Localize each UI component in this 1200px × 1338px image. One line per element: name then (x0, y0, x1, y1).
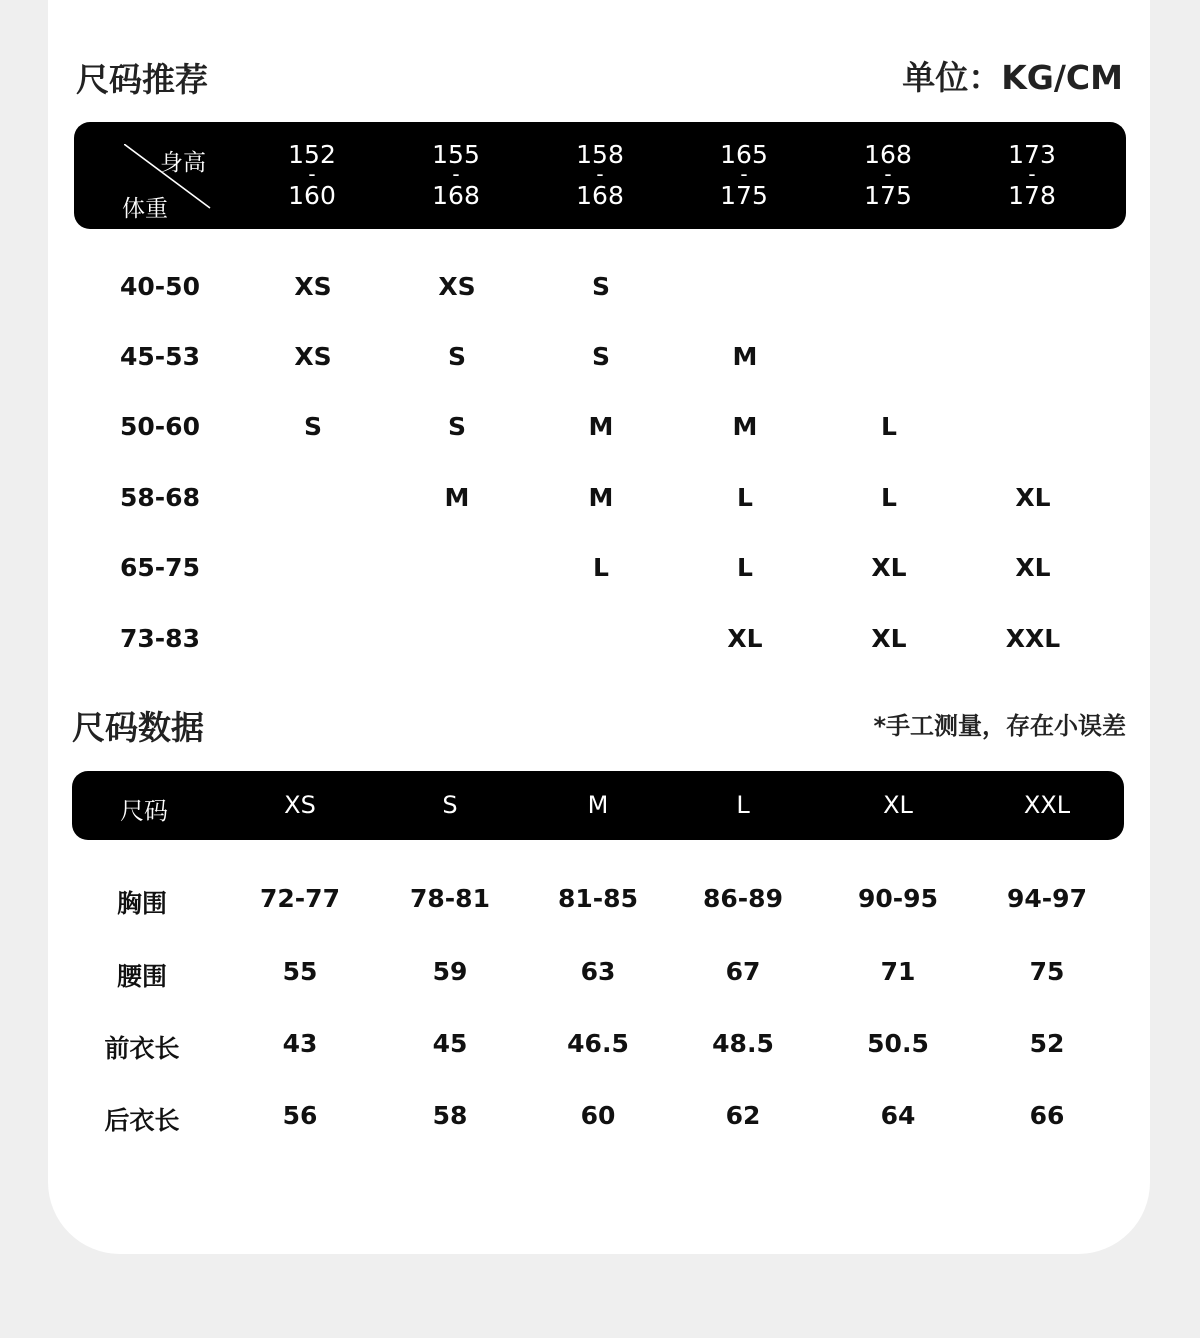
measurement-value-cell: 63 (580, 957, 616, 986)
measurement-value-cell: 67 (725, 957, 761, 986)
measurement-value-cell: 62 (725, 1101, 761, 1130)
weight-range-label: 58-68 (120, 483, 200, 512)
measurement-value-cell: 48.5 (712, 1029, 774, 1058)
recommended-size-cell: L (737, 483, 753, 512)
size-header-m: M (587, 791, 609, 819)
height-header-bar (74, 122, 1126, 229)
recommended-size-cell: XL (1015, 483, 1051, 512)
corner-weight-label: 体重 (122, 196, 168, 222)
measurement-label: 腰围 (116, 962, 167, 991)
measurement-value-cell: 78-81 (410, 884, 490, 913)
measurement-value-cell: 66 (1029, 1101, 1065, 1130)
recommended-size-cell: L (737, 553, 753, 582)
recommended-size-cell: M (732, 342, 758, 371)
measurement-value-cell: 50.5 (867, 1029, 929, 1058)
measurement-label: 胸围 (116, 889, 167, 918)
recommended-size-cell: M (444, 483, 470, 512)
measurement-value-cell: 90-95 (858, 884, 938, 913)
measurement-value-cell: 43 (282, 1029, 318, 1058)
corner-height-label: 身高 (160, 150, 206, 176)
measurement-value-cell: 60 (580, 1101, 616, 1130)
height-range-2: 155 - 168 (432, 140, 480, 210)
recommended-size-cell: L (881, 483, 897, 512)
measurement-value-cell: 52 (1029, 1029, 1065, 1058)
recommended-size-cell: XS (294, 342, 332, 371)
weight-range-label: 50-60 (120, 412, 200, 441)
measurement-value-cell: 75 (1029, 957, 1065, 986)
size-header-xs: XS (284, 791, 316, 819)
measurement-value-cell: 72-77 (260, 884, 340, 913)
recommended-size-cell: XS (294, 272, 332, 301)
measurement-value-cell: 46.5 (567, 1029, 629, 1058)
measurement-note: *手工测量，存在小误差 (873, 712, 1126, 740)
size-header-s: S (442, 791, 458, 819)
recommended-size-cell: XXL (1005, 624, 1061, 653)
recommended-size-cell: M (732, 412, 758, 441)
height-range-6: 173 - 178 (1008, 140, 1056, 210)
measurement-label: 后衣长 (104, 1106, 180, 1135)
measurement-value-cell: 81-85 (558, 884, 638, 913)
section-title-size-data: 尺码数据 (72, 708, 204, 747)
recommended-size-cell: M (588, 412, 614, 441)
recommended-size-cell: L (593, 553, 609, 582)
measurement-value-cell: 71 (880, 957, 916, 986)
size-header-bar (72, 771, 1124, 840)
measurement-value-cell: 58 (432, 1101, 468, 1130)
unit-label: 单位：KG/CM (902, 58, 1123, 97)
recommended-size-cell: S (447, 342, 466, 371)
size-header-xxl: XXL (1023, 791, 1071, 819)
recommended-size-cell: XL (727, 624, 763, 653)
recommended-size-cell: XS (438, 272, 476, 301)
recommended-size-cell: XL (871, 553, 907, 582)
size-header-label: 尺码 (120, 797, 168, 825)
recommended-size-cell: XL (1015, 553, 1051, 582)
recommended-size-cell: L (881, 412, 897, 441)
recommended-size-cell: S (591, 272, 610, 301)
weight-range-label: 73-83 (120, 624, 200, 653)
measurement-value-cell: 94-97 (1007, 884, 1087, 913)
recommended-size-cell: S (447, 412, 466, 441)
size-header-xl: XL (883, 791, 913, 819)
size-header-l: L (736, 791, 750, 819)
height-range-3: 158 - 168 (576, 140, 624, 210)
weight-range-label: 40-50 (120, 272, 200, 301)
measurement-value-cell: 59 (432, 957, 468, 986)
measurement-value-cell: 55 (282, 957, 318, 986)
measurement-value-cell: 56 (282, 1101, 318, 1130)
recommended-size-cell: S (303, 412, 322, 441)
measurement-value-cell: 86-89 (703, 884, 783, 913)
weight-range-label: 65-75 (120, 553, 200, 582)
recommended-size-cell: XL (871, 624, 907, 653)
measurement-label: 前衣长 (104, 1034, 180, 1063)
measurement-value-cell: 45 (432, 1029, 468, 1058)
height-range-1: 152 - 160 (288, 140, 336, 210)
weight-range-label: 45-53 (120, 342, 200, 371)
recommended-size-cell: S (591, 342, 610, 371)
measurement-value-cell: 64 (880, 1101, 916, 1130)
recommended-size-cell: M (588, 483, 614, 512)
height-range-5: 168 - 175 (864, 140, 912, 210)
height-range-4: 165 - 175 (720, 140, 768, 210)
section-title-recommendation: 尺码推荐 (76, 60, 208, 99)
